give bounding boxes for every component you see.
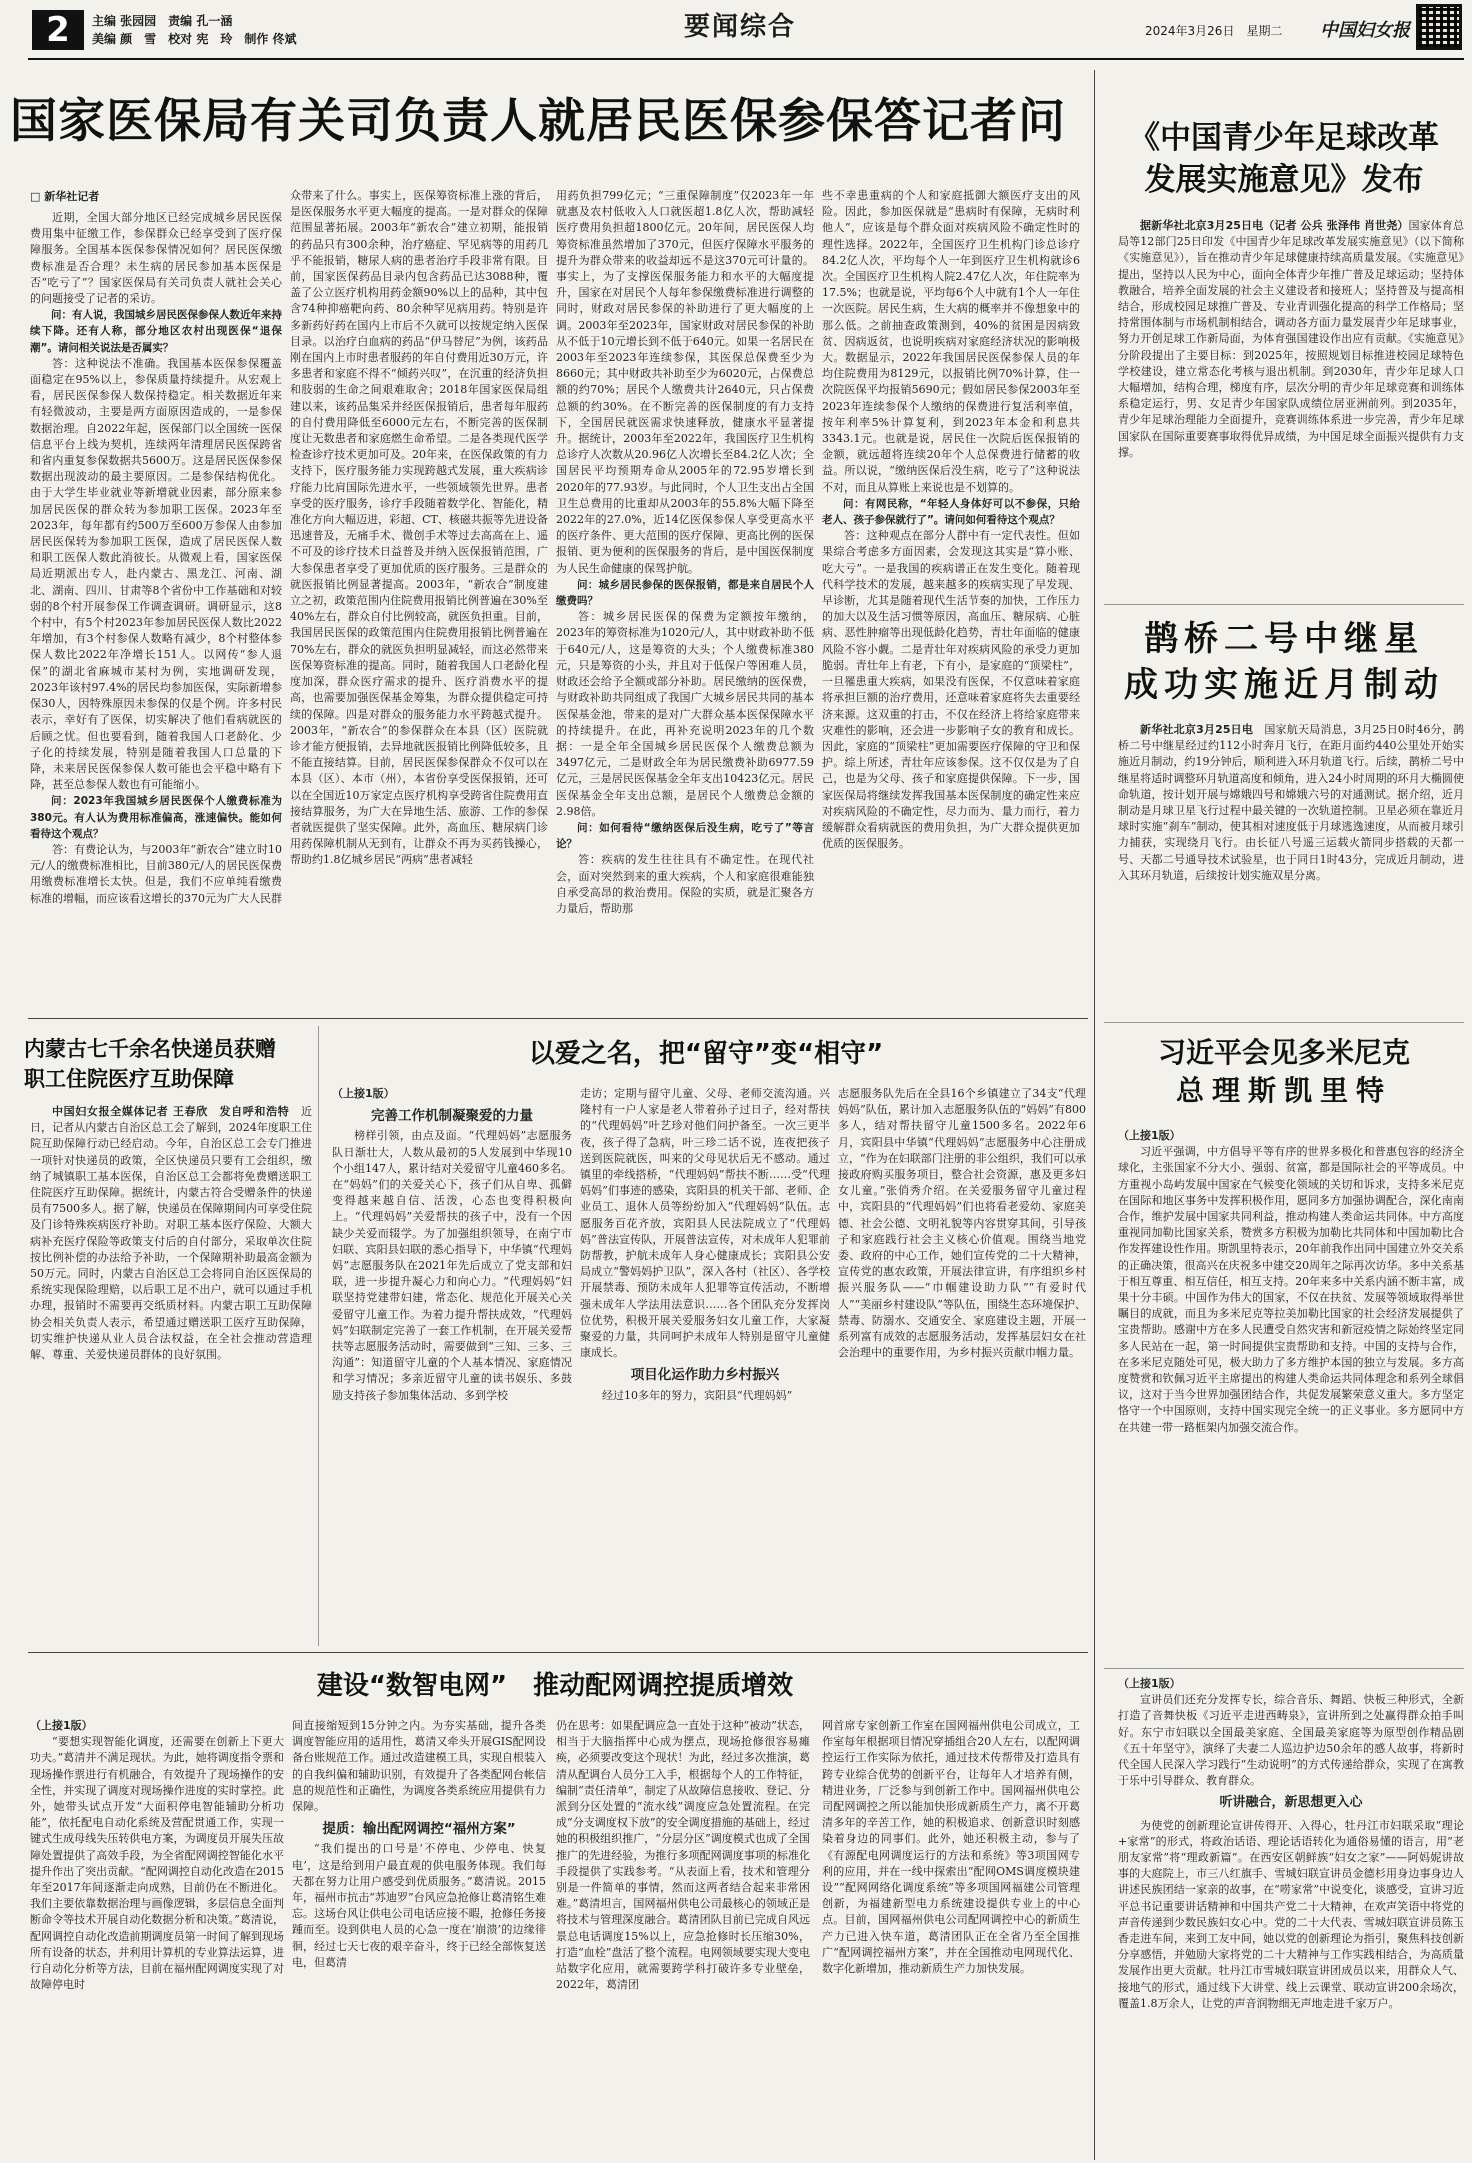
football-headline-line-2: 发展实施意见》发布 <box>1144 162 1424 198</box>
lead-answer-1: 答：这种说法不准确。我国基本医保参保覆盖面稳定在95%以上，参保质量持续提升。从宏观上看，居民医保参保人数保持稳定。相关数据近年来有轻微波动，主要是两方面原因造成的，一是参保数据治理。自2022年起，医保部门以全国统一医保信息平台上线为契机，连续两年清理居民医保跨省和省内重复参保数据共5600万。这是居民医保参保数据出现波动的最主要原因。二是参保结构优化。由于大学生毕业就业等新增就业因素，部分原来参加居民医保的群众转为参加职工医保。2023年至2023年，每年都有约500万至600万参保人由参加居民医保转为参加职工医保，造成了居民医保人数和职工医保人数此消彼长。从微观上看，国家医保局近期派出专人，赴内蒙古、黑龙江、河南、湖北、湖南、四川、甘肃等8个省份中工作基础和对较弱的8个村开展参保工作调查调研。调研显示，这8个村中，有5个村2023年参加居民医保人数比2022年增加，有3个村参保人数略有减少，8个村整体参保人数比2022年净增长151人。以网传“参人退保”的湖北省麻城市某村为例，实地调研发现，2023年该村97.4%的居民均参加医保，实际新增参保30人，因特殊原因未参保的仅是个例。许多村民表示，幸好有了医保，切实解决了他们看病就医的后顾之忧。但也要看到，随着我国人口老龄化、少子化的持续发展，特别是随着我国人口总量的下降，未来居民医保参保人数可能也会平稳中略有下降，甚至总参保人数也有可能缩小。 <box>30 356 282 792</box>
liushou-column-2-text: 走访；定期与留守儿童、父母、老师交流沟通。兴隆村有一户人家是老人带着孙子过日子，经对帮扶的“代理妈妈”叶艺珍对他们问护备至。一次三更半夜，孩子得了急病，叶三珍二话不说，连夜把孩子送到医院就医，叫来的父母见状后无不感动。通过镇里的牵线搭桥，“代理妈妈”帮扶不断……受“代理妈妈”们事迹的感染，宾阳县的机关干部、老师、企业员工、退休人员等纷纷加入“代理妈妈”队伍。志愿服务百花齐放，宾阳县人民法院成立了“代理妈妈”普法宣传队，开展普法宣传，对未成年人犯罪前防帮教，护航未成年人身心健康成长；宾阳县公安局成立“警妈妈护卫队”，深入各村（社区）、各学校开展禁毒、预防未成年人犯罪等宣传活动，不断增强未成年人学法用法意识……各个团队充分发挥岗位优势，积极开展关爱服务妇女儿童工作，大家凝聚爱的力量，共同呵护未成年人特别是留守儿童健康成长。 <box>580 1087 830 1360</box>
lead-answer-3: 答：城乡居民医保的保费为定额按年缴纳，2023年的筹资标准为1020元/人，其中财政补助不低于640元/人，这是筹资的大头；个人缴费标准380元，只是筹资的小头，并且对于低保户等困难人员，财政还会给予全额或部分补助。居民缴纳的医保费，与财政补助共同组成了我国广大城乡居民共同的基本医保基金池，带来的是对广大群众基本医保保障水平的持续提升。在此，再补充说明2023年的几个数据：一是全年全国城乡居民医保个人缴费总额为3497亿元，二是财政全年为居民缴费补助6977.59亿元，三是居民医保基金全年支出10423亿元。居民医保基金全年支出总额，是居民个人缴费总金额的2.98倍。 <box>556 610 814 818</box>
quanxi-continued: （上接1版） <box>1118 1677 1181 1690</box>
grid-column-2b-text: “我们提出的口号是‘不停电、少停电、快复电’，这是给到用户最直观的供电服务体现。我们每天都在努力让用户感受到优质服务。”葛清说。2015年，福州市抗击“苏迪罗”台风应急抢修让葛清铭生难忘。这场台风让供电公司电话应接不暇，抢修任务接踵而至。设到供电人员的心急一度在‘崩溃’的边缘徘徊，经过七天七夜的艰辛奋斗，终于已经全部恢复送电，但葛清 <box>292 1842 546 1969</box>
grid-continued: （上接1版） <box>30 1719 93 1732</box>
grid-column-3-text: 仍在思考：如果配调应急一直处于这种“被动”状态，相当于大脑指挥中心成为摆点，现场抢修很容易瘫痪，必须要改变这个现状！为此，经过多次推演，葛清从配调台人员分工入手，根据每个人的工作特征，编制“责任清单”，制定了从故障信息接收、登记、分派到分区处置的“流水线”调度应急处置流程。在完成“分支调度权下放”的安全调度措施的基础上，经过她的积极组织推广，“分层分区”调度模式也成了全国推广的先进经验，为推行多项配网调度事项的标准化手段提供了实践参考。“从表面上看，技术和管理分别是一件简单的事情，然而这两者结合起来非常困难。”葛清坦言，国网福州供电公司最核心的领域正是将技术与管理深度融合。葛清团队目前已完成自风远景总电话调度15%以上，应急抢修时长压缩30%，打造“血栓”盘活了整个流程。电网领域要实现大变电站数字化应用，就需要跨学科打破许多专业壁垒，2022年，葛清团 <box>556 1719 810 1992</box>
grid-headline: 建设“数智电网” 推动配网调控提质增效 <box>316 1671 794 1701</box>
lead-question-1: 问：有人说，我国城乡居民医保参保人数近年来持续下降。还有人称，部分地区农村出现医保“退保潮”。请问相关说法是否属实？ <box>30 309 282 354</box>
lead-headline: 国家医保局有关司负责人就居民医保参保答记者问 <box>10 94 1066 149</box>
lead-question-2: 问：2023年我国城乡居民医保个人缴费标准为380元。有人认为费用标准偏高，涨速偏快。能如何看待这个观点？ <box>30 795 282 840</box>
liushou-column-3-text: 志愿服务队先后在全县16个乡镇建立了34支“代理妈妈”队伍，累计加入志愿服务队伍的“妈妈”有800多人，结对帮扶留守儿童1500多名。2022年6月，宾阳县中华镇“代理妈妈”志愿服务中心注册成立，“作为在妇联部门注册的非公组织，我们可以承接政府购买服务项目，整合社会资源，惠及更多妇女儿童。”张俏秀介绍。在关爱服务留守儿童过程中，宾阳县的“代理妈妈”们也将看老爱幼、家庭美德、社会公德、文明礼貌等内容贯穿其间，引导孩子和家庭践行社会主义核心价值观。围绕当地党委、政府的中心工作，她们宣传党的二十大精神，宣传党的惠农政策，开展法律宣讲，有序组织乡村振兴服务队——“巾帼建设助力队”“有爱时代人”“美丽乡村建设队”等队伍，围绕生态环境保护、禁毒、防溺水、交通安全、家庭建设主题，开展一系列富有成效的志愿服务活动，发挥基层妇女在社会治理中的重要作用，为乡村振兴贡献巾帼力量。 <box>838 1087 1086 1360</box>
xi-headline-line-2: 总理斯凯里特 <box>1175 1074 1392 1107</box>
queqiao-body <box>1118 722 1464 1018</box>
lead-column-3 <box>556 188 814 1010</box>
inner-mongolia-headline-line-2: 职工住院医疗互助保障 <box>24 1067 234 1091</box>
queqiao-headline-line-1: 鹊桥二号中继星 <box>1144 619 1424 659</box>
grid-column-1-text: “要想实现智能化调度，还需要在创新上下更大功夫。”葛清并不满足现状。为此，她将调度指令票和现场操作票进行有机融合，有效提升了现场操作的安全性，并实现了调度对现场操作进度的实时掌控。此外，她带头试点开发“大面积停电智能辅助分析功能”，依托配电自动化系统及营配贯通工作，实现一键式生成母线失压转供电方案，为调度员开展失压故障处置提供了高效手段，为全省配网调控智能化水平提升作出了突出贡献。“配网调控自动化改造在2015年至2017年间逐渐走向成熟，目前仍在不断进化。我们主要依靠数据治理与画像逻辑，多层信息全面判断命令等技术开展自动化数据分析和决策。”葛清说，配网调控自动化改造前期调度员第一时间了解到现场所有设备的状态，并利用计算机的专业算法运算，进行自动化分析等方法，目前在福州配网调度实现了对故障停电时 <box>30 1735 284 1992</box>
inner-mongolia-text: 近日，记者从内蒙古自治区总工会了解到，2024年度职工住院互助保障行动已经启动。今年，自治区总工会专门推进一项针对快递员的政策，全区快递员只要有工会组织，缴纳了城镇职工基本医保，自治区总工会都将免费赠送职工住院医疗互助保障。据统计，内蒙古符合受赠条件的快递员有7500多人。据了解，快递员在保障期间内可享受住院及门诊特殊疾病医疗补助。对职工基本医疗保险、大额大病补充医疗保险等政策支付后的自付部分，采取单次住院按比例补偿的办法给予补助，一个保障期补助最高金额为50万元。同时，内蒙古自治区总工会将同自治区医保局的系统实现保险理赔，以后职工足不出户，就可以通过手机办理，报销时不需要再交纸质材料。内蒙古职工互助保障协会相关负责人表示，希望通过赠送职工医疗互助保障，切实维护快递从业人员合法权益，在全社会推动营造理解、尊重、关爱快递员群体的良好氛围。 <box>30 1105 312 1362</box>
issue-date: 2024年3月26日 星期二 <box>1145 24 1283 38</box>
liushou-column-1-text: 榜样引领，由点及面。“代理妈妈”志愿服务队日渐壮大，人数从最初的5人发展到中华现10个小组147人，累计结对关爱留守儿童460多名。在“妈妈”们的关爱关心下，孩子们从自卑、孤僻变得越来越自信、活泼，心态也变得积极向上。“代理妈妈”关爱帮扶的孩子中，没有一个因缺少关爱而辍学。为了加强组织领导，在南宁市妇联、宾阳县妇联的悉心指导下，中华镇“代理妈妈”志愿服务队在2021年先后成立了党支部和妇联，进一步提升凝心力和向心力。“代理妈妈”妇联坚持党建带妇建，常态化、规范化开展关心关爱留守儿童工作。为着力提升帮扶成效，“代理妈妈”妇联制定完善了一套工作机制，在开展关爱帮扶等志愿服务活动时，需要做到“三知、三多、三沟通”：知道留守儿童的个人基本情况、家庭情况和学习情况；多亲近留守儿童的读书娱乐、多鼓励支持孩子参加集体活动、多到学校 <box>332 1129 572 1402</box>
masthead <box>0 0 1472 58</box>
lead-question-5: 问：有网民称，“年轻人身体好可以不参保，只给老人、孩子参保就行了”。请问如何看待这个观点？ <box>822 497 1080 527</box>
editors-line-2: 美编 颜 雪 校对 宪 玲 制作 佟斌 <box>92 32 297 46</box>
lead-column-1 <box>30 210 282 1010</box>
grid-column-2-text: 间直接缩短到15分钟之内。为夯实基础，提升各类调度智能应用的适用性，葛清又牵头开展GIS配网设备台账规范工作。通过改造建模工具，实现自根装入的自我纠偏和辅助识别，有效提升了各类配网台帐信息的规范性和正确性，为调度各类系统应用提供有力保障。 <box>292 1719 546 1814</box>
lead-column-2-text: 众带来了什么。事实上，医保筹资标准上涨的背后，是医保服务水平更大幅度的提高。一是对群众的保障范围显著拓展。2003年“新农合”建立初期，能报销的药品只有300余种，治疗癌症、罕见病等的用药几乎不能报销，糖尿人病的患者治疗手段非常有限。目前，国家医保药品目录内包含药品已达3088种，覆盖了公立医疗机构用药金额90%以上的品种，其中包含74种抑癌靶向药、80余种罕见病用药。特别是许多新药好药在国内上市后不久就可以按规定纳入医保目录。以治疗白血病的药品“伊马替尼”为例，该药品刚在国内上市时患者服药的年自付费用近30万元，许多患者和家庭不得不“倾药兴叹”，在沉重的经济负担和肢弱的生命之间艰难取舍；2018年国家医保局组建以来，该药品集采并经医保报销后，患者每年服药的自付费用降低至6000元左右，不断完善的医保制度让无数患者和家庭燃生命希望。二是各类现代医学检查诊疗技术更加可及。20年来，在医保政策的有力支持下，医疗服务能力实现跨越式发展，重大疾病诊疗能力比肩国际先进水平，一些领域领先世界。患者享受的医疗服务，诊疗手段随着数学化、智能化，精准化方向大幅迈进，彩超、CT、核磁共振等先进设备迅速普及，无痛手术、微创手术等过去高高在上、遥不可及的诊疗技术日益普及并纳入医保报销范围，广大参保患者享受了更加优质的医疗服务。三是群众的就医报销比例显著提高。2003年，“新农合”制度建立之初，政策范围内住院费用报销比例普遍在30%至40%左右，群众自付比例较高，就医负担重。目前，我国居民医保的政策范围内住院费用报销比例普遍在70%左右，群众的就医负担明显减轻，而这必然带来医保筹资标准的提高。同时，随着我国人口老龄化程度加深，群众医疗需求的提升、医疗消费水平的提高，也需要加强医保基金筹集，为群众提供稳定可持续的保障。四是对群众的服务能力水平跨越式提升。2003年，“新农合”的参保群众在本县（区）医院就诊才能方便报销，去异地就医报销比例降低较多，且不能直接结算。目前，居民医保参保群众不仅可以在本县（区）、本市（州），本省份享受医保报销，还可以在全国近10万家定点医疗机构享受跨省住院费用直接结算服务，为广大在异地生活、旅游、工作的参保者就医提供了坚实保障。此外，高血压、糖尿病门诊用药保障机制从无到有，让群众不再为买药钱操心，帮助约1.8亿城乡居民“两病”患者减轻 <box>290 189 548 867</box>
qr-code-icon <box>1416 4 1462 50</box>
lead-answer-4: 答：疾病的发生往往具有不确定性。在现代社会，面对突然到来的重大疾病，个人和家庭很难能独自承受高昂的救治费用。保险的实质，就是汇聚各方力量后，帮助那 <box>556 853 814 915</box>
liushou-column-2b-text: 经过10多年的努力，宾阳县“代理妈妈” <box>602 1388 793 1402</box>
xi-body <box>1118 1128 1464 1658</box>
liushou-column-1 <box>332 1086 572 1646</box>
football-text: 国家体育总局等12部门25日印发《中国青少年足球改革发展实施意见》（以下简称《实施意见》），旨在推动青少年足球健康持续高质量发展。《实施意见》提出，坚持以人民为中心，面向全体青少年推广普及足球运动；坚持体教融合，培养全面发展的社会主义建设者和接班人；坚持普及与提高相结合，形成校园足球推广普及、专业青训强化提高的科学工作格局；坚持常围体制与市场机制相结合，调动各方面力量发展青少年足球事业，努力开创足球工作新局面，为体育强国建设作出应有贡献。《实施意见》分阶段提出了主要目标：到2025年，按照规划目标推进校园足球特色学校建设，建立常态化考核与退出机制。到2030年，青少年足球人口大幅增加，结构合理，梯度有序，层次分明的青少年足球竞赛和训练体系稳定运行，男、女足青少年国家队成绩位居亚洲前列。到2035年，青少年足球治理能力全面提升，竞赛训练体系进一步完善，青少年足球国家队在国际重要赛事取得优异成绩，为中国足球全面振兴提供有力支撑。 <box>1118 219 1464 459</box>
liushou-column-3 <box>838 1086 1086 1646</box>
grid-column-3 <box>556 1718 810 2158</box>
grid-column-1 <box>30 1718 284 2158</box>
grid-column-4-text: 网首席专家创新工作室在国网福州供电公司成立，工作室每年根据项目情况穿插组合20人左右，以配网调控运行工作实际为依托，通过技术传帮带及打造具有跨专业综合优势的创新平台，让每年人才培养有侧，精进业务，厂泛参与到创新工作中。国网福州供电公司配网调控之所以能加快形成新质生产力，离不开葛清多年的辛苦工作，她的积极追求、创新意识时刻感染着身边的同事们。此外，她还积极主动，参与了《有源配电网调度运行的方法和系统》等3项国网专利的应用，并在一线中探索出“配网OMS调度模块建设”“配网网络化调度系统”等多项国网福建公司管理创新，为福建新型电力系统建设提供专业上的中心点。目前，国网福州供电公司配网调控中心的新质生产力已进入快车道，葛清团队正在全省乃至全国推广“配网调控福州方案”，并在全国推动电网现代化、数字化新增加，推动新质生产力加快发展。 <box>822 1719 1080 1976</box>
newspaper-logo: 中国妇女报 <box>1320 20 1410 41</box>
liushou-continued: （上接1版） <box>332 1087 395 1100</box>
lead-question-4: 问：如何看待“缴纳医保后没生病，吃亏了”等言论？ <box>556 821 814 851</box>
quanxi-text-2: 为使党的创新理论宣讲传得开、入得心，牡丹江市妇联采取“理论+家常”的形式，将政治话语、理论话语转化为通俗易懂的语言，用“老朋友家常”将“理政新篇”。在西安区朝鲜族“妇女之家”——阿妈妮讲故事的大庭院上，市三八红旗手、雪城妇联宣讲员金德杉用身边事身边人讲述民族团结一家亲的故事，在“唠家常”中说变化，谈感受，宣讲习近平总书记重要讲话精神和中国共产党二十大精神，在欢声笑语中将党的声音传递到少数民族妇女心中。党的二十大代表、雪城妇联宣讲员陈玉香走进车间，来到工友中间，她以党的创新理论为指引，聚焦科技创新分享感悟，并勉励大家将党的二十大精神与工作实践相结合，为高质量发展作出更大贡献。牡丹江市雪城妇联宣讲团成员以来，用群众人气、接地气的形式，通过线下大讲堂、线上云课堂、联动宣讲200余场次，覆盖1.8万余人，让党的声音润物细无声地走进千家万户。 <box>1118 1818 1464 2010</box>
football-body <box>1118 218 1464 598</box>
football-byline: 据新华社北京3月25日电（记者 公兵 张泽伟 肖世尧） <box>1140 219 1409 232</box>
lead-column-3-text: 用药负担799亿元；“三重保障制度”仅2023年一年就惠及农村低收入人口就医超1.8亿人次，帮助减轻医疗费用负担超1800亿元。20年间，居民医保人均筹资标准虽然增加了370元，但医疗保障水平服务的提升为群众带来的收益却远不是这370元可计量的。事实上，为了支撑医保服务能力和水平的大幅度提升，国家在对居民个人每年参保缴费标准进行调整的同时，财政对居民参保的补助进行了更大幅度的上调。2003年至2023年，国家财政对居民参保的补助从不低于10元增长到不低于640元。如果一名居民在2003年至2023年连续参保，其医保总保费至少为8660元；其中财政共补助至少为6020元，占保费总额的约70%；居民个人缴费共计2640元，只占保费总额的约30%。在不断完善的医保制度的有力支持下，全国居民就医需求快速释放，健康水平显著提升。据统计，2003年至2022年，我国医疗卫生机构总诊疗人次数从20.96亿人次增长至84.2亿人次；全国居民平均预期寿命从2005年的72.95岁增长到2020年的77.93岁。与此同时，个人卫生支出占全国卫生总费用的比重却从2003年的55.8%大幅下降至2022年的27.0%，近14亿医保参保人享受更高水平的医疗条件、更大范围的医疗保障、更高比例的医保报销、更为便利的医保服务的背后，是中国医保制度为人民生命健康的保驾护航。 <box>556 189 814 575</box>
inner-mongolia-byline: 中国妇女报全媒体记者 王春欣 发自呼和浩特 <box>52 1105 290 1118</box>
lead-byline: □ 新华社记者 <box>30 190 100 203</box>
section-title: 要闻综合 <box>683 12 796 42</box>
xi-continued: （上接1版） <box>1118 1129 1181 1142</box>
liushou-subhead-2: 项目化运作助力乡村振兴 <box>630 1367 780 1384</box>
grid-column-4 <box>822 1718 1080 2158</box>
lead-intro: 近期，全国大部分地区已经完成城乡居民医保费用集中征缴工作，参保群众已经享受到了医疗保障服务。全国基本医保参保情况如何？居民医保缴费标准是否合理？未生病的居民参加基本医保是否“吃亏了”？国家医保局有关司负责人就社会关心的问题接受了记者的采访。 <box>30 211 282 306</box>
liushou-column-2 <box>580 1086 830 1646</box>
inner-mongolia-body <box>30 1104 312 1604</box>
lead-answer-2: 答：有费论认为，与2003年“新农合”建立时10元/人的缴费标准相比，目前380元/人的居民医保费用缴费标准增长太快。但是，我们不应单纯看缴费标准的增幅，而应该看这增长的370元为广大人民群 <box>30 842 282 905</box>
liushou-subhead-1: 完善工作机制凝聚爱的力量 <box>371 1108 533 1125</box>
editors-line-1: 主编 张园园 责编 孔一涵 <box>92 14 233 28</box>
quanxi-text: 宣讲员们还充分发挥专长，综合音乐、舞蹈、快板三种形式，全新打造了音舞快板《习近平走进西畴泉》，宣讲所到之处赢得群众拍手叫好。东宁市妇联以全国最美家庭、全国最美家庭等为原型创作精品剧《五十年坚守》，演绎了夫妻二人巡边护边50余年的感人故事，将新时代全国人民深入学习践行“生动说明”的方式传递给群众，实现了在寓教于乐中引导群众、教育群众。 <box>1118 1693 1464 1788</box>
queqiao-byline: 新华社北京3月25日电 <box>1140 723 1254 736</box>
lead-question-3: 问：城乡居民参保的医保报销，都是来自居民个人缴费吗？ <box>556 578 814 608</box>
xi-headline-line-1: 习近平会见多米尼克 <box>1157 1036 1410 1069</box>
football-headline-line-1: 《中国青少年足球改革 <box>1129 120 1439 156</box>
lead-column-2 <box>290 188 548 1010</box>
quanxi-body <box>1118 1676 1464 2156</box>
grid-column-2 <box>292 1718 546 2158</box>
lead-column-4 <box>822 188 1080 1010</box>
liushou-headline: 以爱之名，把“留守”变“相守” <box>528 1039 884 1069</box>
grid-subhead: 提质：输出配网调控“福州方案” <box>322 1821 516 1838</box>
queqiao-text: 国家航天局消息，3月25日0时46分，鹊桥二号中继星经过约112小时奔月飞行，在距月面约440公里处开始实施近月制动，约19分钟后，顺利进入环月轨道飞行。后续，鹊桥二号中继星将适时调整环月轨道高度和倾角，进入24小时周期的环月大椭圆使命轨道，按计划开展与嫦娥四号和嫦娥六号的对通测试。据介绍，近月制动是月球卫星飞行过程中最关键的一次轨道控制。卫星必须在靠近月球时实施“刹车”制动，使其相对速度低于月球逃逸速度，从而被月球引力捕获，实现绕月飞行。由长征八号遥三运载火箭同步搭载的天都一号、天都二号通导技术试验星，也于同日1时43分，完成近月制动，进入其环月轨道，后续按计划实施双星分离。 <box>1118 723 1464 882</box>
page-number: 2 <box>46 10 70 50</box>
lead-column-4-text: 些不幸患重病的个人和家庭抵御大额医疗支出的风险。因此，参加医保就是“患病时有保障，无病时利他人”，应该是每个群众面对疾病风险不确定性时的理性选择。2022年，全国医疗卫生机构门诊总诊疗84.2亿人次，平均每个人一年到医疗卫生机构就诊6次。全国医疗卫生机构人院2.47亿人次，年住院率为17.5%；也就是说，平均每6个人中就有1个人一年住一次医院。居民生病，生大病的概率并不像想象中的那么低。之前抽查政策测到，40%的贫困是因病致贫、因病返贫，也说明疾病对家庭经济状况的影响极大。数据显示，2022年我国居民医保参保人员的年均住院费用为8129元，以报销比例70%计算，住一次院医保平均报销5690元；假如居民参保2003年至2023年连续参保个人缴纳的保费进行复活利率值，按年利率5%计算复利，到2023年本金和利息共3343.1元。也就是说，居民住一次院后医保报销的金额，就远超将连续20年个人总保费进行储蓄的收益。所以说，“缴纳医保后没生病，吃亏了”这种说法不对，而且从算账上来说也是不划算的。 <box>822 189 1080 494</box>
xi-text: 习近平强调，中方倡导平等有序的世界多极化和普惠包容的经济全球化，主张国家不分大小、强弱、贫富，都是国际社会的平等成员。中方重视小岛屿发展中国家在气候变化领域的关切和诉求，支持多米尼克在国际和地区事务中发挥积极作用，愿同多方加强协调配合，深化南南合作，维护发展中国家共同利益，推动构建人类命运共同体。中方高度重视同加勒比国家关系，赞赏多方积极为加勒比共同体和中国加勒比合作发挥建设性作用。斯凯里特表示，20年前我作出同中国建立外交关系的正确决策，很高兴在庆祝多中建交20周年之际再次访华。多中关系基于相互尊重、相互信任，相互支持。20年来多中关系内涵不断丰富，成果十分丰硕。中国作为伟大的国家，不仅在扶贫、发展等领域取得举世瞩目的成就，而且为多米尼克等拉美加勒比国家的社会经济发展提供了宝贵帮助。感谢中方在多人民遭受自然灾害和新冠疫情之际始终坚定同多人民站在一起，第一时间提供宝贵帮助和支持。中国的支持与合作，在多米尼克随处可见，极大助力了多方维护本国的独立与发展。多方高度赞赏和钦佩习近平主席提出的构建人类命运共同体理念和系列全球倡议，这对于当今世界加强团结合作，共促发展繁荣意义重大。多方坚定恪守一个中国原则，支持中国实现完全统一的正义事业。多方愿同中方在共建一带一路框架内加强交流合作。 <box>1118 1145 1464 1434</box>
queqiao-headline-line-2: 成功实施近月制动 <box>1124 665 1444 705</box>
page-number-badge <box>32 10 84 50</box>
lead-answer-5: 答：这种观点在部分人群中有一定代表性。但如果综合考虑多方面因素，会发现这其实是“算小账、吃大亏”。一是我国的疾病谱正在发生变化。随着现代科学技术的发展，越来越多的疾病实现了早发现、早诊断，尤其是随着现代生活节奏的加快，工作压力的加大以及生活习惯等原因，高血压、糖尿病、心脏病、恶性肿瘤等出现低龄化趋势，青壮年面临的健康风险不容小觑。二是青壮年对疾病风险的承受力更加脆弱。青壮年上有老，下有小，是家庭的“顶梁柱”，一旦罹患重大疾病，如果没有医保，不仅意味着家庭将承担巨额的治疗费用，还意味着家庭将失去重要经济来源。这双重的打击，不仅在经济上将给家庭带来灾难性的影响，还会进一步影响子女的教育和成长。因此，家庭的“顶梁柱”更加需要医疗保障的守卫和保护。综上所述，青壮年应该参保。这不仅仅是为了自己，也是为父母、孩子和家庭提供保障。下一步，国家医保局将继续发挥我国基本医保制度的确定性来应对疾病风险的不确定性，尽力而为、量力而行，着力缓解群众看病就医的费用负担，为广大群众提供更加优质的医保服务。 <box>822 529 1080 851</box>
quanxi-subhead: 听讲融合，新思想更入心 <box>1219 1795 1363 1811</box>
inner-mongolia-headline-line-1: 内蒙古七千余名快递员获赠 <box>24 1037 276 1061</box>
